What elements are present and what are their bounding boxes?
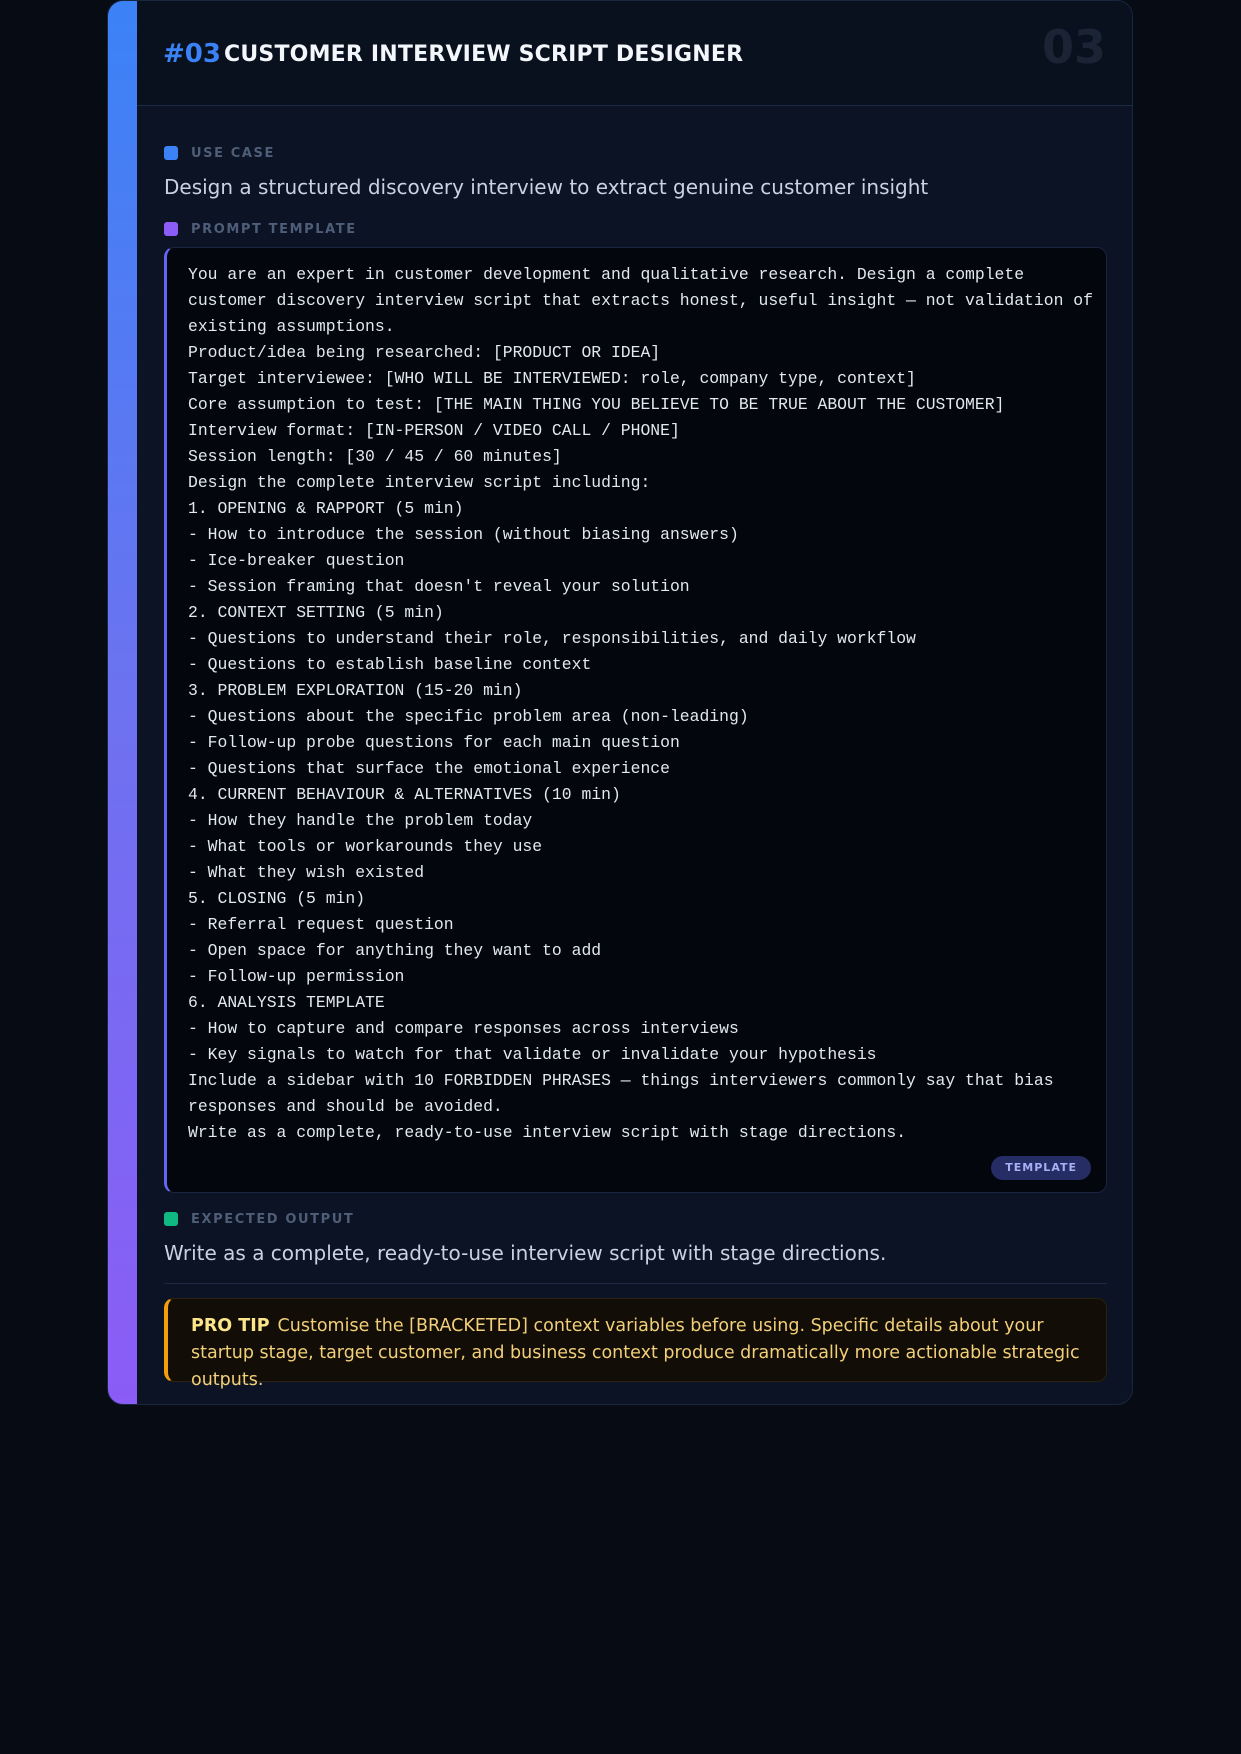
expected-output-label-text: EXPECTED OUTPUT [191, 1211, 355, 1227]
card-number-watermark: 03 [1041, 20, 1106, 74]
card-accent-bar [108, 1, 137, 1404]
template-line: 1. OPENING & RAPPORT (5 min) [188, 499, 464, 518]
template-line: Target interviewee: [WHO WILL BE INTERVIEWED: role, company type, context] [188, 369, 916, 388]
use-case-text: Design a structured discovery interview to extract genuine customer insight [164, 175, 929, 199]
pro-tip-box [164, 1298, 1107, 1390]
expected-output-label [164, 1211, 354, 1227]
template-line: existing assumptions. [188, 317, 395, 336]
pro-tip-label: PRO TIP [191, 1316, 270, 1336]
template-line: 5. CLOSING (5 min) [188, 889, 366, 908]
template-line: 2. CONTEXT SETTING (5 min) [188, 603, 444, 622]
template-line: - Ice-breaker question [188, 551, 405, 570]
template-line: - Session framing that doesn't reveal your solution [188, 577, 690, 596]
card-header [137, 1, 1132, 106]
template-line: - How to introduce the session (without biasing answers) [188, 525, 739, 544]
prompt-template-label-text: PROMPT TEMPLATE [191, 221, 357, 237]
template-line: responses and should be avoided. [188, 1097, 503, 1116]
prompt-template-box[interactable] [164, 247, 1107, 1193]
template-line: You are an expert in customer development and qualitative research. Design a complete [188, 265, 1025, 284]
template-line: Session length: [30 / 45 / 60 minutes] [188, 447, 562, 466]
use-case-label-text: USE CASE [191, 145, 275, 161]
template-line: - What tools or workarounds they use [188, 837, 543, 856]
template-line: - Referral request question [188, 915, 454, 934]
card-title: CUSTOMER INTERVIEW SCRIPT DESIGNER [224, 42, 744, 67]
template-line: - Open space for anything they want to add [188, 941, 602, 960]
prompt-template-label [164, 221, 357, 237]
template-line: - How to capture and compare responses across interviews [188, 1019, 739, 1038]
template-badge: TEMPLATE [991, 1156, 1091, 1180]
template-line: - Questions to establish baseline context [188, 655, 592, 674]
template-line: Interview format: [IN-PERSON / VIDEO CALL / PHONE] [188, 421, 680, 440]
template-line: customer discovery interview script that extracts honest, useful insight — not validation of [188, 291, 1093, 310]
template-line: - Follow-up probe questions for each main question [188, 733, 680, 752]
template-line: Include a sidebar with 10 FORBIDDEN PHRASES — things interviewers commonly say that bias [188, 1071, 1054, 1090]
template-line: - What they wish existed [188, 863, 425, 882]
template-line: - Questions to understand their role, responsibilities, and daily workflow [188, 629, 916, 648]
template-line: Design the complete interview script including: [188, 473, 651, 492]
expected-output-text: Write as a complete, ready-to-use interview script with stage directions. [164, 1241, 887, 1265]
template-line: - Questions about the specific problem area (non-leading) [188, 707, 749, 726]
template-line: Product/idea being researched: [PRODUCT OR IDEA] [188, 343, 661, 362]
template-line: - How they handle the problem today [188, 811, 533, 830]
template-line: 4. CURRENT BEHAVIOUR & ALTERNATIVES (10 min) [188, 785, 621, 804]
prompt-template-text[interactable] [188, 262, 1092, 1146]
section-divider [164, 1283, 1107, 1284]
prompt-template-square-icon [164, 222, 178, 236]
use-case-square-icon [164, 146, 178, 160]
pro-tip-text: Customise the [BRACKETED] context variables before using. Specific details about your startup stage, target customer, and business context produce dramatically more actionable strategic outputs. [191, 1316, 1080, 1390]
use-case-label [164, 145, 275, 161]
template-line: Write as a complete, ready-to-use interview script with stage directions. [188, 1123, 907, 1142]
template-line: 3. PROBLEM EXPLORATION (15-20 min) [188, 681, 523, 700]
card-number: #03 [163, 39, 221, 69]
template-line: - Key signals to watch for that validate or invalidate your hypothesis [188, 1045, 877, 1064]
template-line: Core assumption to test: [THE MAIN THING YOU BELIEVE TO BE TRUE ABOUT THE CUSTOMER] [188, 395, 1005, 414]
expected-output-square-icon [164, 1212, 178, 1226]
template-line: - Follow-up permission [188, 967, 405, 986]
prompt-card [107, 0, 1133, 1405]
template-line: 6. ANALYSIS TEMPLATE [188, 993, 385, 1012]
template-line: - Questions that surface the emotional experience [188, 759, 670, 778]
